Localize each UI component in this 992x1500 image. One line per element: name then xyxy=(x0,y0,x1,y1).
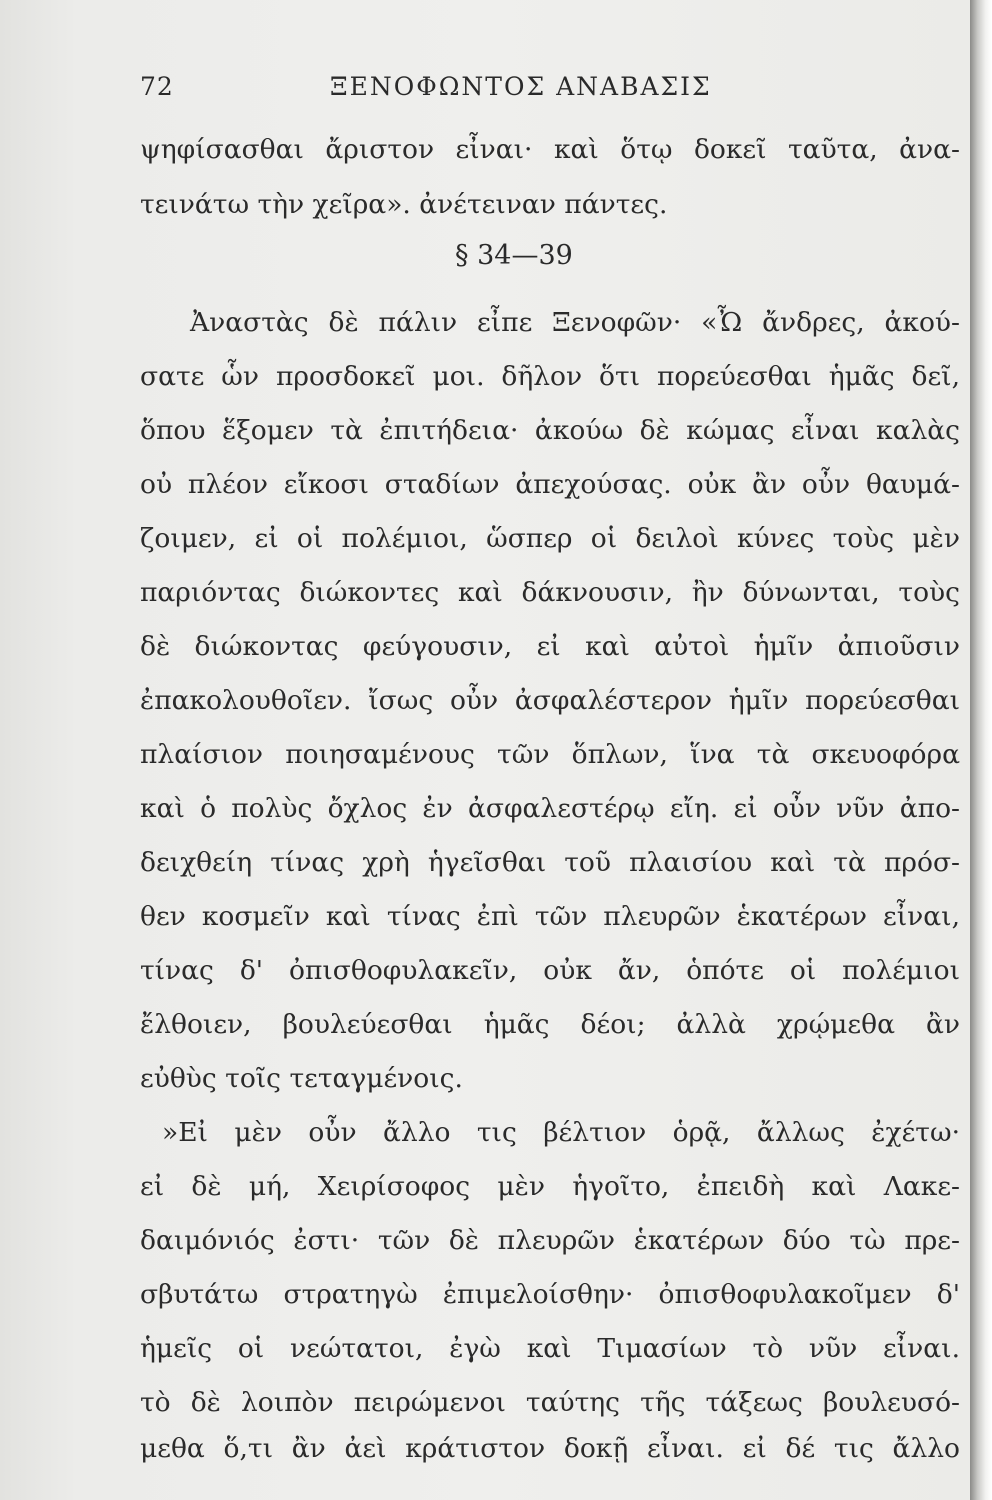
text-line: »Εἰ μὲν οὖν ἄλλο τις βέλτιον ὁρᾷ, ἄλλως ἐχέτω· xyxy=(162,1117,960,1148)
page-edge-shadow xyxy=(970,0,992,1500)
text-line: εὐθὺς τοῖς τεταγμένοις. xyxy=(140,1063,463,1094)
text-line: θεν κοσμεῖν καὶ τίνας ἐπὶ τῶν πλευρῶν ἑκατέρων εἶναι, xyxy=(140,901,960,932)
text-line: μεθα ὅ,τι ἂν ἀεὶ κράτιστον δοκῇ εἶναι. εἰ δέ τις ἄλλο xyxy=(140,1433,960,1464)
text-line: ψηφίσασθαι ἄριστον εἶναι· καὶ ὅτῳ δοκεῖ ταῦτα, ἀνα- xyxy=(140,134,960,165)
text-line: τίνας δ' ὀπισθοφυλακεῖν, οὐκ ἄν, ὁπότε οἱ πολέμιοι xyxy=(140,955,960,986)
text-line: καὶ ὁ πολὺς ὄχλος ἐν ἀσφαλεστέρῳ εἴη. εἰ οὖν νῦν ἀπο- xyxy=(140,793,960,824)
text-line: τὸ δὲ λοιπὸν πειρώμενοι ταύτης τῆς τάξεως βουλευσό- xyxy=(140,1387,960,1418)
text-line: εἰ δὲ μή, Χειρίσοφος μὲν ἡγοῖτο, ἐπειδὴ καὶ Λακε- xyxy=(140,1171,960,1202)
text-line: ἔλθοιεν, βουλεύεσθαι ἡμᾶς δέοι; ἀλλὰ χρῴμεθα ἂν xyxy=(140,1009,960,1040)
text-line: Ἀναστὰς δὲ πάλιν εἶπε Ξενοφῶν· «Ὦ ἄνδρες, ἀκού- xyxy=(190,307,960,338)
text-line: τεινάτω τὴν χεῖρα». ἀνέτειναν πάντες. xyxy=(140,189,668,220)
page-number: 72 xyxy=(140,72,174,101)
running-title: ΞΕΝΟΦΩΝΤΟΣ ΑΝΑΒΑΣΙΣ xyxy=(330,72,712,101)
text-line: δειχθείη τίνας χρὴ ἡγεῖσθαι τοῦ πλαισίου καὶ τὰ πρόσ- xyxy=(140,847,960,878)
text-line: ἡμεῖς οἱ νεώτατοι, ἐγὼ καὶ Τιμασίων τὸ νῦν εἶναι. xyxy=(140,1333,960,1364)
section-heading: § 34—39 xyxy=(455,240,573,271)
page-header xyxy=(140,72,940,112)
text-line: σατε ὧν προσδοκεῖ μοι. δῆλον ὅτι πορεύεσθαι ἡμᾶς δεῖ, xyxy=(140,361,960,392)
text-line: σβυτάτω στρατηγὼ ἐπιμελοίσθην· ὀπισθοφυλακοῖμεν δ' xyxy=(140,1279,960,1310)
text-line: δαιμόνιός ἐστι· τῶν δὲ πλευρῶν ἑκατέρων δύο τὼ πρε- xyxy=(140,1225,960,1256)
text-line: δὲ διώκοντας φεύγουσιν, εἰ καὶ αὐτοὶ ἡμῖν ἀπιοῦσιν xyxy=(140,631,960,662)
text-line: οὐ πλέον εἴκοσι σταδίων ἀπεχούσας. οὐκ ἂν οὖν θαυμά- xyxy=(140,469,960,500)
text-line: ζοιμεν, εἰ οἱ πολέμιοι, ὥσπερ οἱ δειλοὶ κύνες τοὺς μὲν xyxy=(140,523,960,554)
text-line: ὅπου ἕξομεν τὰ ἐπιτήδεια· ἀκούω δὲ κώμας εἶναι καλὰς xyxy=(140,415,960,446)
text-line: πλαίσιον ποιησαμένους τῶν ὅπλων, ἵνα τὰ σκευοφόρα xyxy=(140,739,960,770)
text-line: ἐπακολουθοῖεν. ἴσως οὖν ἀσφαλέστερον ἡμῖν πορεύεσθαι xyxy=(140,685,960,716)
text-line: παριόντας διώκοντες καὶ δάκνουσιν, ἢν δύνωνται, τοὺς xyxy=(140,577,960,608)
